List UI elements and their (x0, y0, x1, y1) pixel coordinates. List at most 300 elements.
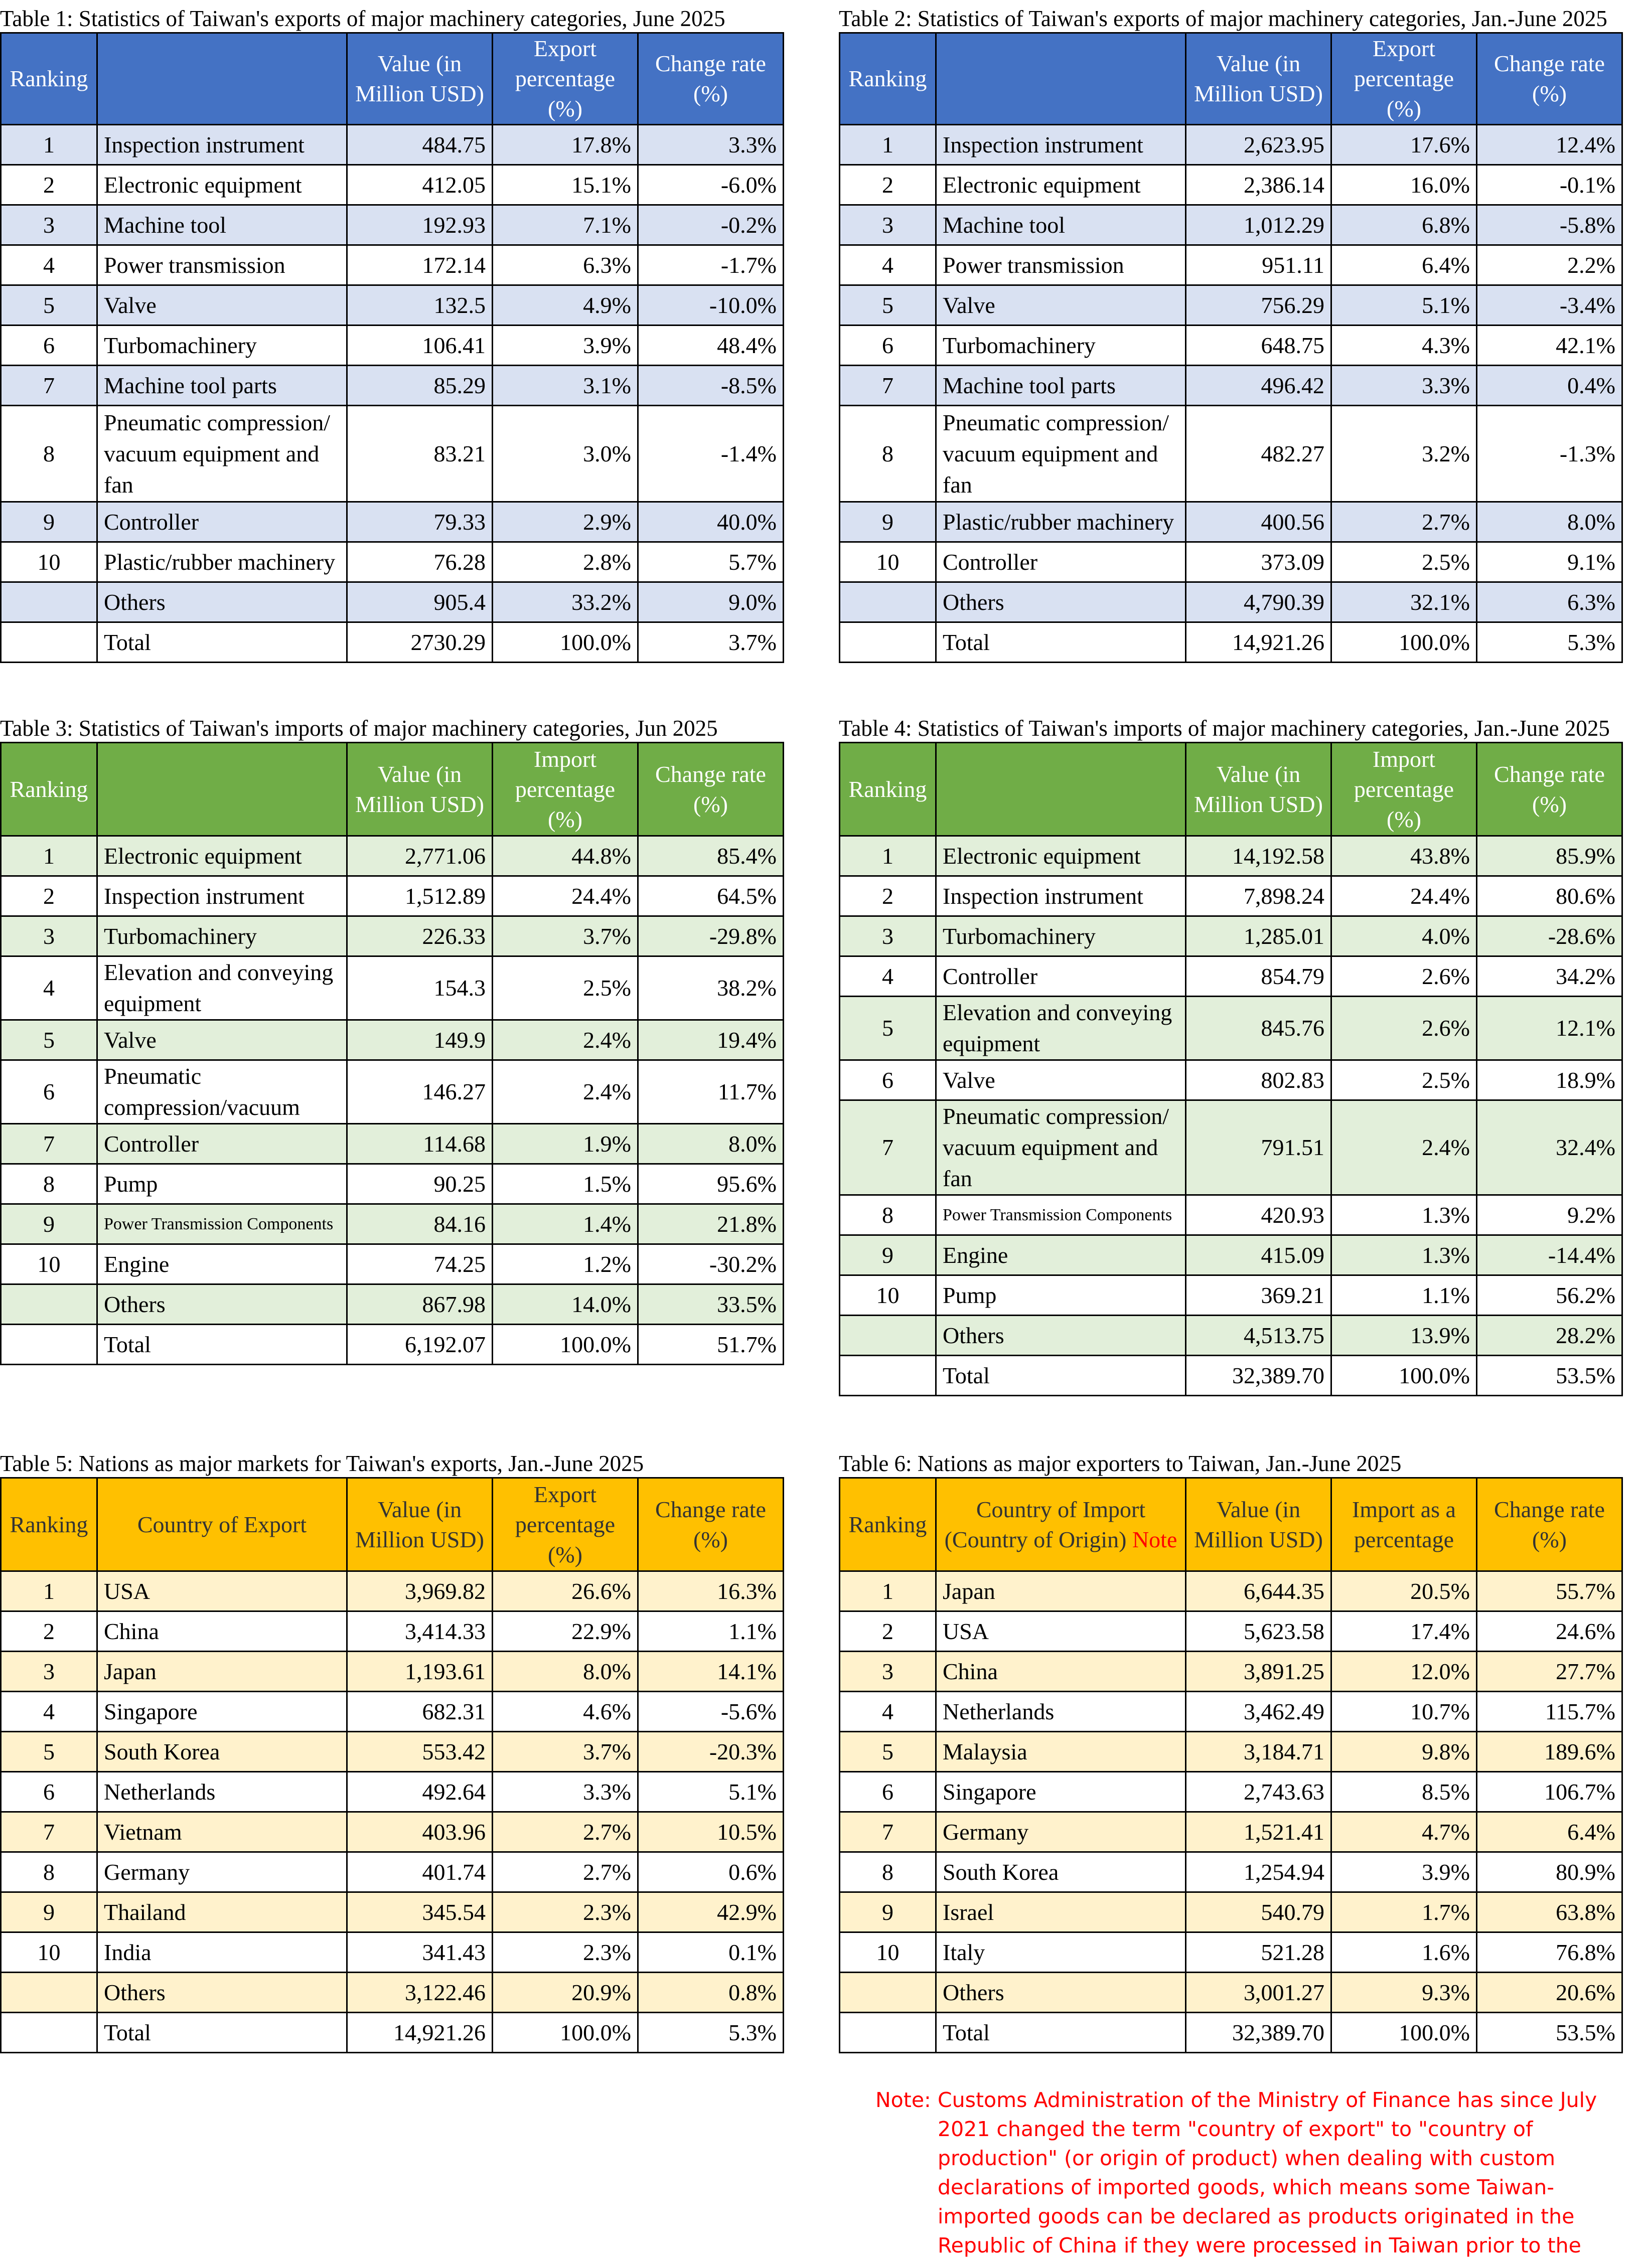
cell-change-rate: -6.0% (638, 165, 784, 205)
cell-item: Japan (936, 1571, 1186, 1611)
cell-value: 32,389.70 (1186, 1356, 1331, 1396)
table-row (840, 1852, 1622, 1892)
cell-value: 2,771.06 (347, 836, 493, 876)
cell-change-rate: 32.4% (1477, 1100, 1622, 1195)
cell-ranking: 10 (1, 542, 97, 582)
cell-item: Controller (97, 1124, 347, 1164)
cell-percentage: 17.8% (493, 125, 638, 165)
cell-change-rate: 5.3% (1477, 622, 1622, 663)
cell-item: China (97, 1611, 347, 1652)
cell-percentage: 4.3% (1331, 326, 1477, 366)
cell-item: Machine tool (97, 205, 347, 245)
cell-ranking (1, 1284, 97, 1325)
cell-item: Others (97, 1973, 347, 2013)
cell-value: 6,192.07 (347, 1325, 493, 1365)
cell-value: 76.28 (347, 542, 493, 582)
data-table (0, 742, 784, 1365)
cell-value: 1,285.01 (1186, 916, 1331, 956)
table-row (1, 1892, 784, 1932)
table-row (1, 836, 784, 876)
table-row (840, 165, 1622, 205)
table-row (840, 582, 1622, 622)
table-row (1, 1571, 784, 1611)
cell-item: Power Transmission Components (936, 1195, 1186, 1235)
table-row (840, 406, 1622, 502)
cell-value: 756.29 (1186, 285, 1331, 326)
cell-item: Plastic/rubber machinery (97, 542, 347, 582)
cell-percentage: 1.6% (1331, 1932, 1477, 1973)
cell-change-rate: 53.5% (1477, 1356, 1622, 1396)
cell-item: Others (97, 1284, 347, 1325)
cell-percentage: 4.7% (1331, 1812, 1477, 1852)
cell-value: 682.31 (347, 1692, 493, 1732)
cell-item: Machine tool (936, 205, 1186, 245)
cell-ranking: 9 (1, 1892, 97, 1932)
cell-item: Netherlands (936, 1692, 1186, 1732)
cell-percentage: 2.3% (493, 1932, 638, 1973)
cell-item: Turbomachinery (936, 326, 1186, 366)
header-percentage: Export percentage (%) (493, 33, 638, 125)
cell-percentage: 2.7% (493, 1852, 638, 1892)
cell-value: 553.42 (347, 1732, 493, 1772)
cell-change-rate: -5.8% (1477, 205, 1622, 245)
cell-value: 226.33 (347, 916, 493, 956)
data-table (839, 1477, 1623, 2053)
cell-change-rate: 24.6% (1477, 1611, 1622, 1652)
table-caption: Table 4: Statistics of Taiwan's imports of major machinery categories, Jan.-June 2025 (839, 716, 1610, 741)
table-row (1, 1652, 784, 1692)
cell-item: South Korea (936, 1852, 1186, 1892)
cell-percentage: 16.0% (1331, 165, 1477, 205)
cell-value: 4,513.75 (1186, 1316, 1331, 1356)
cell-percentage: 44.8% (493, 836, 638, 876)
cell-percentage: 7.1% (493, 205, 638, 245)
cell-value: 3,414.33 (347, 1611, 493, 1652)
table-row (840, 245, 1622, 285)
cell-ranking: 6 (840, 326, 936, 366)
header-item (936, 33, 1186, 125)
cell-value: 482.27 (1186, 406, 1331, 502)
cell-change-rate: 5.3% (638, 2013, 784, 2053)
cell-item: Pneumatic compression/ vacuum equipment and fan (97, 406, 347, 502)
cell-percentage: 43.8% (1331, 836, 1477, 876)
header-percentage: Export percentage (%) (493, 1478, 638, 1571)
cell-percentage: 13.9% (1331, 1316, 1477, 1356)
cell-percentage: 2.7% (1331, 502, 1477, 542)
header-item (97, 33, 347, 125)
cell-item: Malaysia (936, 1732, 1186, 1772)
cell-percentage: 1.9% (493, 1124, 638, 1164)
table-row (840, 326, 1622, 366)
cell-ranking: 1 (840, 125, 936, 165)
cell-value: 3,891.25 (1186, 1652, 1331, 1692)
cell-item: Elevation and conveying equipment (936, 997, 1186, 1060)
cell-percentage: 100.0% (1331, 2013, 1477, 2053)
table-row (840, 1235, 1622, 1275)
table-row (1, 205, 784, 245)
cell-item: Engine (97, 1244, 347, 1284)
table-row (1, 326, 784, 366)
cell-item: Controller (97, 502, 347, 542)
table-row (1, 1325, 784, 1365)
cell-percentage: 1.4% (493, 1204, 638, 1244)
header-change-rate: Change rate (%) (1477, 33, 1622, 125)
cell-ranking: 1 (1, 125, 97, 165)
cell-ranking (1, 1973, 97, 2013)
cell-percentage: 3.0% (493, 406, 638, 502)
cell-percentage: 1.1% (1331, 1275, 1477, 1316)
table-3-block (0, 715, 783, 1365)
header-change-rate: Change rate (%) (638, 33, 784, 125)
table-row (840, 542, 1622, 582)
table-row (1, 1060, 784, 1124)
cell-value: 854.79 (1186, 956, 1331, 997)
cell-ranking: 6 (840, 1060, 936, 1100)
table-caption: Table 2: Statistics of Taiwan's exports of major machinery categories, Jan.-June 2025 (839, 6, 1607, 31)
cell-ranking: 1 (1, 836, 97, 876)
cell-percentage: 100.0% (493, 622, 638, 663)
table-6-block (839, 1450, 1621, 2053)
table-row (840, 876, 1622, 916)
cell-change-rate: 55.7% (1477, 1571, 1622, 1611)
header-ranking: Ranking (1, 1478, 97, 1571)
header-ranking: Ranking (840, 1478, 936, 1571)
table-row (1, 1284, 784, 1325)
cell-ranking: 2 (1, 1611, 97, 1652)
cell-percentage: 2.7% (493, 1812, 638, 1852)
cell-change-rate: 14.1% (638, 1652, 784, 1692)
cell-ranking: 9 (840, 1892, 936, 1932)
header-ranking: Ranking (840, 743, 936, 836)
cell-item: Valve (936, 285, 1186, 326)
cell-ranking: 10 (1, 1244, 97, 1284)
cell-item: Germany (97, 1852, 347, 1892)
cell-change-rate: 9.0% (638, 582, 784, 622)
cell-value: 85.29 (347, 366, 493, 406)
cell-change-rate: -20.3% (638, 1732, 784, 1772)
cell-value: 3,184.71 (1186, 1732, 1331, 1772)
table-row (840, 2013, 1622, 2053)
cell-ranking: 9 (1, 1204, 97, 1244)
cell-percentage: 8.5% (1331, 1772, 1477, 1812)
cell-change-rate: 115.7% (1477, 1692, 1622, 1732)
cell-ranking: 7 (840, 1100, 936, 1195)
cell-item: Netherlands (97, 1772, 347, 1812)
cell-value: 951.11 (1186, 245, 1331, 285)
cell-change-rate: 80.6% (1477, 876, 1622, 916)
table-row (1, 1812, 784, 1852)
cell-item: Valve (97, 1020, 347, 1060)
cell-change-rate: -3.4% (1477, 285, 1622, 326)
table-row (1, 1772, 784, 1812)
cell-ranking: 2 (1, 876, 97, 916)
cell-item: Controller (936, 956, 1186, 997)
cell-ranking: 4 (1, 245, 97, 285)
cell-value: 6,644.35 (1186, 1571, 1331, 1611)
cell-item: Valve (97, 285, 347, 326)
header-value: Value (in Million USD) (1186, 33, 1331, 125)
cell-value: 3,001.27 (1186, 1973, 1331, 2013)
table-row (840, 285, 1622, 326)
cell-item: Thailand (97, 1892, 347, 1932)
cell-item: Inspection instrument (936, 876, 1186, 916)
cell-change-rate: 38.2% (638, 956, 784, 1020)
cell-percentage: 6.4% (1331, 245, 1477, 285)
cell-value: 2,386.14 (1186, 165, 1331, 205)
cell-percentage: 5.1% (1331, 285, 1477, 326)
cell-item: Electronic equipment (97, 165, 347, 205)
table-1-block (0, 5, 783, 663)
header-percentage: Export percentage (%) (1331, 33, 1477, 125)
cell-item: Total (97, 2013, 347, 2053)
cell-value: 106.41 (347, 326, 493, 366)
cell-value: 4,790.39 (1186, 582, 1331, 622)
cell-ranking: 3 (1, 1652, 97, 1692)
table-row (1, 1244, 784, 1284)
header-note-marker: Note (1132, 1526, 1177, 1552)
cell-item: South Korea (97, 1732, 347, 1772)
cell-change-rate: 40.0% (638, 502, 784, 542)
cell-percentage: 2.9% (493, 502, 638, 542)
cell-value: 2,623.95 (1186, 125, 1331, 165)
cell-value: 648.75 (1186, 326, 1331, 366)
cell-percentage: 3.7% (493, 916, 638, 956)
cell-ranking: 2 (1, 165, 97, 205)
cell-ranking: 7 (1, 1124, 97, 1164)
cell-percentage: 100.0% (493, 1325, 638, 1365)
cell-value: 14,921.26 (1186, 622, 1331, 663)
cell-value: 3,122.46 (347, 1973, 493, 2013)
header-percentage: Import percentage (%) (493, 743, 638, 836)
cell-item: Total (936, 2013, 1186, 2053)
cell-percentage: 24.4% (1331, 876, 1477, 916)
table-row (840, 1692, 1622, 1732)
cell-value: 1,193.61 (347, 1652, 493, 1692)
table-row (840, 366, 1622, 406)
table-caption: Table 5: Nations as major markets for Taiwan's exports, Jan.-June 2025 (0, 1451, 644, 1476)
cell-item: Italy (936, 1932, 1186, 1973)
cell-ranking: 10 (840, 1275, 936, 1316)
cell-value: 84.16 (347, 1204, 493, 1244)
cell-ranking: 8 (1, 406, 97, 502)
cell-percentage: 100.0% (1331, 622, 1477, 663)
cell-ranking: 8 (840, 1195, 936, 1235)
table-row (1, 165, 784, 205)
footnote (875, 2085, 1598, 2268)
table-row (840, 1060, 1622, 1100)
cell-ranking: 2 (840, 876, 936, 916)
cell-percentage: 4.0% (1331, 916, 1477, 956)
cell-ranking: 7 (840, 366, 936, 406)
cell-change-rate: 80.9% (1477, 1852, 1622, 1892)
cell-change-rate: 9.1% (1477, 542, 1622, 582)
cell-percentage: 6.8% (1331, 205, 1477, 245)
cell-percentage: 2.5% (493, 956, 638, 1020)
cell-item: Electronic equipment (936, 165, 1186, 205)
cell-ranking: 5 (1, 1020, 97, 1060)
cell-item: Inspection instrument (97, 876, 347, 916)
cell-value: 146.27 (347, 1060, 493, 1124)
cell-change-rate: 53.5% (1477, 2013, 1622, 2053)
data-table (0, 1477, 784, 2053)
cell-percentage: 1.5% (493, 1164, 638, 1204)
table-row (840, 1973, 1622, 2013)
cell-item: Machine tool parts (936, 366, 1186, 406)
table-row (1, 916, 784, 956)
cell-item: Singapore (936, 1772, 1186, 1812)
cell-item: Japan (97, 1652, 347, 1692)
cell-change-rate: 0.8% (638, 1973, 784, 2013)
cell-percentage: 9.3% (1331, 1973, 1477, 2013)
cell-item: Singapore (97, 1692, 347, 1732)
table-row (840, 956, 1622, 997)
cell-percentage: 3.3% (1331, 366, 1477, 406)
cell-value: 867.98 (347, 1284, 493, 1325)
cell-item: Others (936, 1316, 1186, 1356)
cell-value: 492.64 (347, 1772, 493, 1812)
header-value: Value (in Million USD) (1186, 743, 1331, 836)
cell-change-rate: 106.7% (1477, 1772, 1622, 1812)
cell-item: Machine tool parts (97, 366, 347, 406)
cell-percentage: 24.4% (493, 876, 638, 916)
header-value: Value (in Million USD) (1186, 1478, 1331, 1571)
cell-change-rate: 2.2% (1477, 245, 1622, 285)
cell-value: 369.21 (1186, 1275, 1331, 1316)
cell-value: 192.93 (347, 205, 493, 245)
cell-value: 79.33 (347, 502, 493, 542)
cell-ranking: 4 (1, 1692, 97, 1732)
cell-percentage: 2.4% (493, 1060, 638, 1124)
cell-ranking (1, 622, 97, 663)
cell-item: Turbomachinery (97, 326, 347, 366)
cell-item: Electronic equipment (97, 836, 347, 876)
header-value: Value (in Million USD) (347, 1478, 493, 1571)
cell-ranking: 4 (840, 245, 936, 285)
cell-percentage: 3.3% (493, 1772, 638, 1812)
cell-percentage: 1.2% (493, 1244, 638, 1284)
cell-ranking: 7 (840, 1812, 936, 1852)
cell-percentage: 20.5% (1331, 1571, 1477, 1611)
footnote-text: Customs Administration of the Ministry of Finance has since July 2021 changed the term "country of export" to "country of production" (or origin of product) when dealing with custom declarations of imported goods, which means some Taiwan-imported goods can be declared as products originated in the Republic of China if they were processed in Taiwan prior to the (938, 2088, 1597, 2257)
cell-change-rate: 0.4% (1477, 366, 1622, 406)
cell-value: 341.43 (347, 1932, 493, 1973)
cell-item: Plastic/rubber machinery (936, 502, 1186, 542)
cell-item: Controller (936, 542, 1186, 582)
table-row (840, 205, 1622, 245)
cell-item: Others (936, 582, 1186, 622)
cell-percentage: 3.9% (493, 326, 638, 366)
cell-value: 1,012.29 (1186, 205, 1331, 245)
cell-value: 791.51 (1186, 1100, 1331, 1195)
cell-value: 14,192.58 (1186, 836, 1331, 876)
cell-ranking: 8 (840, 406, 936, 502)
table-row (840, 1100, 1622, 1195)
cell-change-rate: 20.6% (1477, 1973, 1622, 2013)
table-row (840, 1732, 1622, 1772)
header-change-rate: Change rate (%) (638, 1478, 784, 1571)
cell-value: 1,254.94 (1186, 1852, 1331, 1892)
cell-ranking (840, 2013, 936, 2053)
cell-change-rate: -29.8% (638, 916, 784, 956)
table-row (1, 1732, 784, 1772)
cell-item: Power Transmission Components (97, 1204, 347, 1244)
table-row (840, 1812, 1622, 1852)
cell-item: Pump (936, 1275, 1186, 1316)
cell-value: 2730.29 (347, 622, 493, 663)
header-change-rate: Change rate (%) (1477, 1478, 1622, 1571)
cell-ranking: 6 (1, 1060, 97, 1124)
cell-percentage: 10.7% (1331, 1692, 1477, 1732)
cell-item: Total (97, 622, 347, 663)
cell-item: Israel (936, 1892, 1186, 1932)
cell-item: Inspection instrument (936, 125, 1186, 165)
cell-ranking (1, 582, 97, 622)
cell-item: Power transmission (97, 245, 347, 285)
cell-change-rate: 6.4% (1477, 1812, 1622, 1852)
table-4-block (839, 715, 1621, 1396)
table-row (1, 245, 784, 285)
cell-percentage: 1.3% (1331, 1195, 1477, 1235)
cell-ranking: 3 (840, 1652, 936, 1692)
table-row (840, 1195, 1622, 1235)
cell-percentage: 17.6% (1331, 125, 1477, 165)
cell-percentage: 100.0% (493, 2013, 638, 2053)
cell-value: 905.4 (347, 582, 493, 622)
header-ranking: Ranking (1, 33, 97, 125)
table-row (1, 582, 784, 622)
cell-ranking: 4 (840, 956, 936, 997)
cell-change-rate: 10.5% (638, 1812, 784, 1852)
table-row (1, 1611, 784, 1652)
cell-ranking: 1 (840, 836, 936, 876)
cell-percentage: 17.4% (1331, 1611, 1477, 1652)
cell-value: 3,462.49 (1186, 1692, 1331, 1732)
cell-value: 114.68 (347, 1124, 493, 1164)
cell-change-rate: 5.1% (638, 1772, 784, 1812)
cell-ranking: 10 (840, 1932, 936, 1973)
cell-item: Total (936, 1356, 1186, 1396)
table-row (1, 285, 784, 326)
table-row (1, 1692, 784, 1732)
cell-change-rate: 33.5% (638, 1284, 784, 1325)
cell-item: Others (97, 582, 347, 622)
table-row (1, 502, 784, 542)
cell-change-rate: 64.5% (638, 876, 784, 916)
cell-ranking: 6 (1, 326, 97, 366)
cell-value: 1,512.89 (347, 876, 493, 916)
cell-value: 373.09 (1186, 542, 1331, 582)
cell-change-rate: 3.3% (638, 125, 784, 165)
cell-ranking: 4 (840, 1692, 936, 1732)
cell-percentage: 15.1% (493, 165, 638, 205)
cell-change-rate: -10.0% (638, 285, 784, 326)
table-row (840, 836, 1622, 876)
header-change-rate: Change rate (%) (1477, 743, 1622, 836)
cell-change-rate: -1.7% (638, 245, 784, 285)
cell-ranking: 9 (1, 502, 97, 542)
cell-percentage: 2.4% (493, 1020, 638, 1060)
table-row (840, 125, 1622, 165)
cell-change-rate: 0.1% (638, 1932, 784, 1973)
cell-ranking: 8 (1, 1852, 97, 1892)
cell-value: 403.96 (347, 1812, 493, 1852)
cell-percentage: 1.3% (1331, 1235, 1477, 1275)
cell-percentage: 20.9% (493, 1973, 638, 2013)
cell-value: 7,898.24 (1186, 876, 1331, 916)
table-row (840, 1652, 1622, 1692)
cell-ranking: 9 (840, 1235, 936, 1275)
cell-percentage: 22.9% (493, 1611, 638, 1652)
